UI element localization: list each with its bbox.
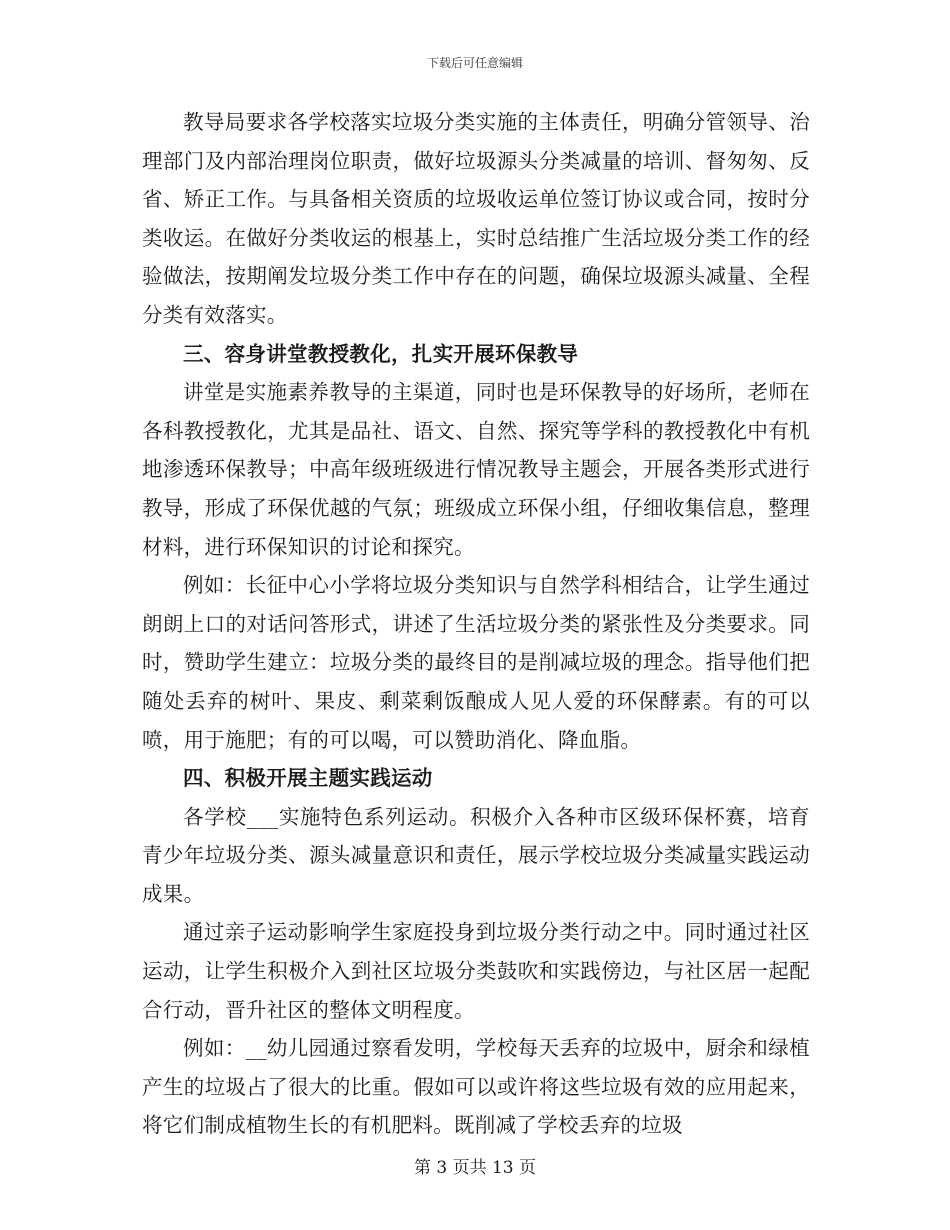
page-header-note: 下载后可任意编辑 [426,56,523,70]
page-number-footer: 第 3 页共 13 页 [413,1158,537,1178]
paragraph-school-activities: 各学校___实施特色系列运动。积极介入各种市区级环保杯赛，培育青少年垃圾分类、源头减量意识和责任，展示学校垃圾分类减量实践运动成果。 [142,804,810,906]
paragraph-classroom-education: 讲堂是实施素养教导的主渠道，同时也是环保教导的好场所，老师在各科教授教化，尤其是品社、语文、自然、探究等学科的教授教化中有机地渗透环保教导；中高年级班级进行情况教导主题会，开展各类形式进行教导，形成了环保优越的气氛；班级成立环保小组，仔细收集信息，整理材料，进行环保知识的讨论和探究。 [142,380,810,559]
paragraph-example-changzheng: 例如：长征中心小学将垃圾分类知识与自然学科相结合，让学生通过朗朗上口的对话问答形式，讲述了生活垃圾分类的紧张性及分类要求。同时，赞助学生建立：垃圾分类的最终目的是削减垃圾的理念。指导他们把随处丢弃的树叶、果皮、剩菜剩饭酿成人见人爱的环保酵素。有的可以喷，用于施肥；有的可以喝，可以赞助消化、降血脂。 [142,573,810,752]
document-body [142,103,810,1145]
section-heading-3: 三、容身讲堂教授教化，扎实开展环保教导 [183,341,579,366]
paragraph-example-kindergarten: 例如：__幼儿园通过察看发明，学校每天丢弃的垃圾中，厨余和绿植产生的垃圾占了很大的比重。假如可以或许将这些垃圾有效的应用起来，将它们制成植物生长的有机肥料。既削减了学校丢弃的垃圾 [142,1036,810,1138]
section-heading-4: 四、积极开展主题实践运动 [183,766,433,791]
paragraph-waste-responsibility: 教导局要求各学校落实垃圾分类实施的主体责任，明确分管领导、治理部门及内部治理岗位职责，做好垃圾源头分类减量的培训、督匆匆、反省、矫正工作。与具备相关资质的垃圾收运单位签订协议或合同，按时分类收运。在做好分类收运的根基上，实时总结推广生活垃圾分类工作的经验做法，按期阐发垃圾分类工作中存在的问题，确保垃圾源头减量、全程分类有效落实。 [142,110,810,327]
paragraph-family-community: 通过亲子运动影响学生家庭投身到垃圾分类行动之中。同时通过社区运动，让学生积极介入到社区垃圾分类鼓吹和实践傍边，与社区居一起配合行动，晋升社区的整体文明程度。 [142,920,810,1022]
